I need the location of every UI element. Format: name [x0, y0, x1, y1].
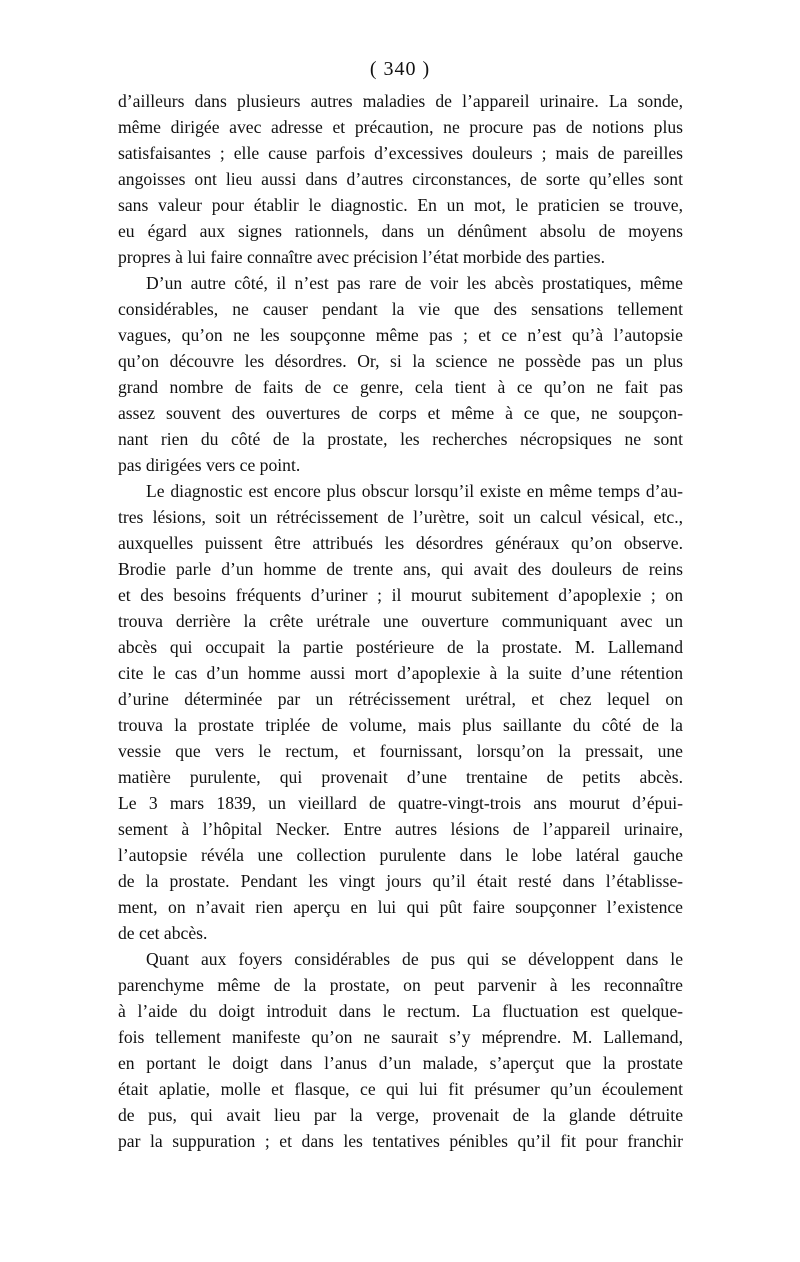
- text-line: matière purulente, qui provenait d’une trentaine de petits abcès.: [118, 767, 683, 787]
- text-line: était aplatie, molle et flasque, ce qui lui fit présumer qu’un écoulement: [118, 1079, 683, 1099]
- text-line: satisfaisantes ; elle cause parfois d’excessives douleurs ; mais de pareilles: [118, 143, 683, 163]
- text-line: d’ailleurs dans plusieurs autres maladies de l’appareil urinaire. La sonde,: [118, 91, 683, 111]
- paragraph-1: [118, 88, 683, 270]
- text-line: trouva derrière la crête urétrale une ouverture communiquant avec un: [118, 611, 683, 631]
- paragraph-3: [118, 478, 683, 946]
- text-line: Brodie parle d’un homme de trente ans, qui avait des douleurs de reins: [118, 559, 683, 579]
- text-line: l’autopsie révéla une collection purulente dans le lobe latéral gauche: [118, 845, 683, 865]
- text-line: propres à lui faire connaître avec précision l’état morbide des parties.: [118, 247, 606, 267]
- text-line: abcès qui occupait la partie postérieure de la prostate. M. Lallemand: [118, 637, 683, 657]
- text-line: cite le cas d’un homme aussi mort d’apoplexie à la suite d’une rétention: [118, 663, 683, 683]
- text-line: Le diagnostic est encore plus obscur lorsqu’il existe en même temps d’au-: [146, 481, 683, 501]
- text-line: angoisses ont lieu aussi dans d’autres circonstances, de sorte qu’elles sont: [118, 169, 683, 189]
- text-line: et des besoins fréquents d’uriner ; il mourut subitement d’apoplexie ; on: [118, 585, 683, 605]
- text-line: ment, on n’avait rien aperçu en lui qui pût faire soupçonner l’existence: [118, 897, 683, 917]
- text-line: assez souvent des ouvertures de corps et même à ce que, ne soupçon-: [118, 403, 683, 423]
- text-line: par la suppuration ; et dans les tentatives pénibles qu’il fit pour franchir: [118, 1131, 683, 1151]
- text-line: auxquelles puissent être attribués les désordres généraux qu’on observe.: [118, 533, 683, 553]
- paragraph-2: [118, 270, 683, 478]
- text-line: D’un autre côté, il n’est pas rare de voir les abcès prostatiques, même: [146, 273, 683, 293]
- text-line: tres lésions, soit un rétrécissement de l’urètre, soit un calcul vésical, etc.,: [118, 507, 683, 527]
- text-line: à l’aide du doigt introduit dans le rectum. La fluctuation est quelque-: [118, 1001, 683, 1021]
- text-line: nant rien du côté de la prostate, les recherches nécropsiques ne sont: [118, 429, 683, 449]
- text-line: sans valeur pour établir le diagnostic. En un mot, le praticien se trouve,: [118, 195, 683, 215]
- text-line: trouva la prostate triplée de volume, mais plus saillante du côté de la: [118, 715, 683, 735]
- text-line: parenchyme même de la prostate, on peut parvenir à les reconnaître: [118, 975, 683, 995]
- text-line: de la prostate. Pendant les vingt jours qu’il était resté dans l’établisse-: [118, 871, 683, 891]
- text-line: Le 3 mars 1839, un vieillard de quatre-vingt-trois ans mourut d’épui-: [118, 793, 683, 813]
- text-line: de pus, qui avait lieu par la verge, provenait de la glande détruite: [118, 1105, 683, 1125]
- text-line: grand nombre de faits de ce genre, cela tient à ce qu’on ne fait pas: [118, 377, 683, 397]
- text-line: considérables, ne causer pendant la vie que des sensations tellement: [118, 299, 683, 319]
- text-line: fois tellement manifeste qu’on ne saurait s’y méprendre. M. Lallemand,: [118, 1027, 683, 1047]
- text-line: pas dirigées vers ce point.: [118, 455, 301, 475]
- text-line: en portant le doigt dans l’anus d’un malade, s’aperçut que la prostate: [118, 1053, 683, 1073]
- text-line: vessie que vers le rectum, et fournissant, lorsqu’on la pressait, une: [118, 741, 683, 761]
- text-line: qu’on découvre les désordres. Or, si la science ne possède pas un plus: [118, 351, 683, 371]
- page-number: ( 340 ): [369, 58, 431, 80]
- text-line: vagues, qu’on ne les soupçonne même pas ; et ce n’est qu’à l’autopsie: [118, 325, 683, 345]
- text-line: d’urine déterminée par un rétrécissement urétral, et chez lequel on: [118, 689, 683, 709]
- text-line: sement à l’hôpital Necker. Entre autres lésions de l’appareil urinaire,: [118, 819, 683, 839]
- body-text: [118, 88, 683, 1154]
- paragraph-4: [118, 946, 683, 1154]
- text-line: de cet abcès.: [118, 923, 208, 943]
- text-line: Quant aux foyers considérables de pus qui se développent dans le: [146, 949, 683, 969]
- text-line: eu égard aux signes rationnels, dans un dénûment absolu de moyens: [118, 221, 683, 241]
- text-line: même dirigée avec adresse et précaution, ne procure pas de notions plus: [118, 117, 683, 137]
